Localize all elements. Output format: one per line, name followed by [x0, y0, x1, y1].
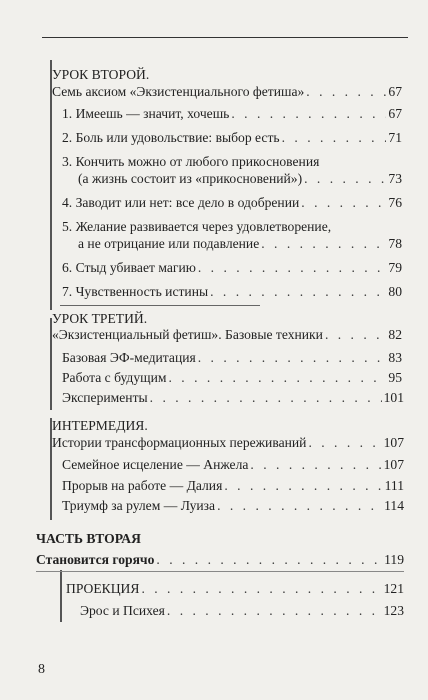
toc-entry-lesson3[interactable] [52, 326, 402, 343]
toc-item-title: 1. Имеешь — значит, хочешь [62, 106, 230, 121]
leader-dots [325, 326, 386, 343]
toc-item[interactable] [62, 497, 404, 514]
toc-entry-page: 119 [384, 552, 404, 567]
leader-dots [210, 283, 386, 300]
toc-item-title-line1: 5. Желание развивается через удовлетворение, [62, 219, 332, 234]
toc-item[interactable] [62, 456, 404, 473]
toc-item-page: 71 [388, 130, 402, 145]
toc-item-title: Прорыв на работе — Далия [62, 478, 223, 493]
toc-entry-title: ПРОЕКЦИЯ [66, 581, 140, 596]
leader-dots [156, 551, 382, 568]
toc-item[interactable] [62, 105, 402, 122]
toc-item-title: 4. Заводит или нет: все дело в одобрении [62, 195, 300, 210]
leader-dots [308, 434, 381, 451]
toc-item-page: 73 [388, 171, 402, 186]
toc-entry-page: 67 [388, 84, 402, 99]
toc-item-title: а не отрицание или подавление [78, 236, 260, 251]
leader-dots [306, 83, 386, 100]
toc-item-page: 123 [383, 603, 404, 618]
leader-dots [231, 105, 386, 122]
lesson3-heading: УРОК ТРЕТИЙ. [52, 311, 148, 326]
toc-item-page: 80 [388, 284, 402, 299]
toc-item-page: 95 [388, 370, 402, 385]
toc-item-title: Базовая ЭФ-медитация [62, 350, 196, 365]
toc-item-page: 107 [383, 457, 404, 472]
leader-dots [167, 602, 382, 619]
toc-entry-intermedia[interactable] [52, 434, 404, 451]
leader-dots [282, 129, 387, 146]
leader-dots [150, 389, 382, 406]
toc-item-page: 76 [388, 195, 402, 210]
toc-item[interactable] [62, 389, 404, 406]
leader-dots [304, 170, 386, 187]
part2-rule [36, 571, 404, 572]
toc-item[interactable] [78, 170, 402, 187]
toc-item[interactable] [78, 235, 402, 252]
toc-item-title: (а жизнь состоит из «прикосновений») [78, 171, 303, 186]
toc-item-page: 114 [384, 498, 404, 513]
toc-item[interactable] [62, 283, 402, 300]
toc-item-title: Работа с будущим [62, 370, 167, 385]
leader-dots [261, 235, 386, 252]
leader-dots [169, 369, 387, 386]
toc-entry-page: 121 [383, 581, 404, 596]
part2-heading: ЧАСТЬ ВТОРАЯ [36, 531, 141, 546]
toc-entry-title: Становится горячо [36, 552, 155, 567]
toc-entry-projection[interactable] [66, 580, 404, 597]
top-rule [42, 37, 408, 38]
toc-item-title-line1: 3. Кончить можно от любого прикосновения [62, 154, 320, 169]
toc-item[interactable] [62, 369, 402, 386]
toc-item[interactable] [62, 194, 402, 211]
toc-entry-title: «Экзистенциальный фетиш». Базовые техники [52, 327, 323, 342]
toc-item-title: Семейное исцеление — Анжела [62, 457, 249, 472]
toc-item[interactable] [62, 259, 402, 276]
leader-dots [224, 477, 382, 494]
toc-entry-page: 107 [383, 435, 404, 450]
toc-entry-title: Семь аксиом «Экзистенциального фетиша» [52, 84, 305, 99]
page-number: 8 [38, 662, 45, 677]
leader-dots [141, 580, 381, 597]
toc-item[interactable] [62, 477, 404, 494]
toc-item[interactable] [62, 129, 402, 146]
leader-dots [198, 349, 387, 366]
section-line-projection [60, 570, 62, 622]
lesson2-heading: УРОК ВТОРОЙ. [52, 67, 150, 82]
rule-lesson2 [60, 305, 260, 306]
toc-entry-title: Истории трансформационных переживаний [52, 435, 307, 450]
toc-item-page: 83 [388, 350, 402, 365]
toc-item-page: 78 [388, 236, 402, 251]
toc-item-page: 111 [384, 478, 404, 493]
toc-entry-page: 82 [388, 327, 402, 342]
toc-item-title: Триумф за рулем — Луиза [62, 498, 216, 513]
toc-entry-part2[interactable] [36, 551, 404, 568]
leader-dots [250, 456, 381, 473]
toc-item[interactable] [62, 349, 402, 366]
toc-item-title: 7. Чувственность истины [62, 284, 209, 299]
toc-item-page: 79 [388, 260, 402, 275]
leader-dots [301, 194, 386, 211]
toc-item[interactable] [80, 602, 404, 619]
toc-item-title: 2. Боль или удовольствие: выбор есть [62, 130, 280, 145]
intermedia-heading: ИНТЕРМЕДИЯ. [52, 418, 148, 433]
toc-item-page: 67 [388, 106, 402, 121]
leader-dots [217, 497, 382, 514]
toc-item-page: 101 [383, 390, 404, 405]
toc-entry-lesson2[interactable] [52, 83, 402, 100]
toc-item-title: Эксперименты [62, 390, 148, 405]
toc-item-title: Эрос и Психея [80, 603, 165, 618]
leader-dots [198, 259, 387, 276]
toc-item-title: 6. Стыд убивает магию [62, 260, 196, 275]
